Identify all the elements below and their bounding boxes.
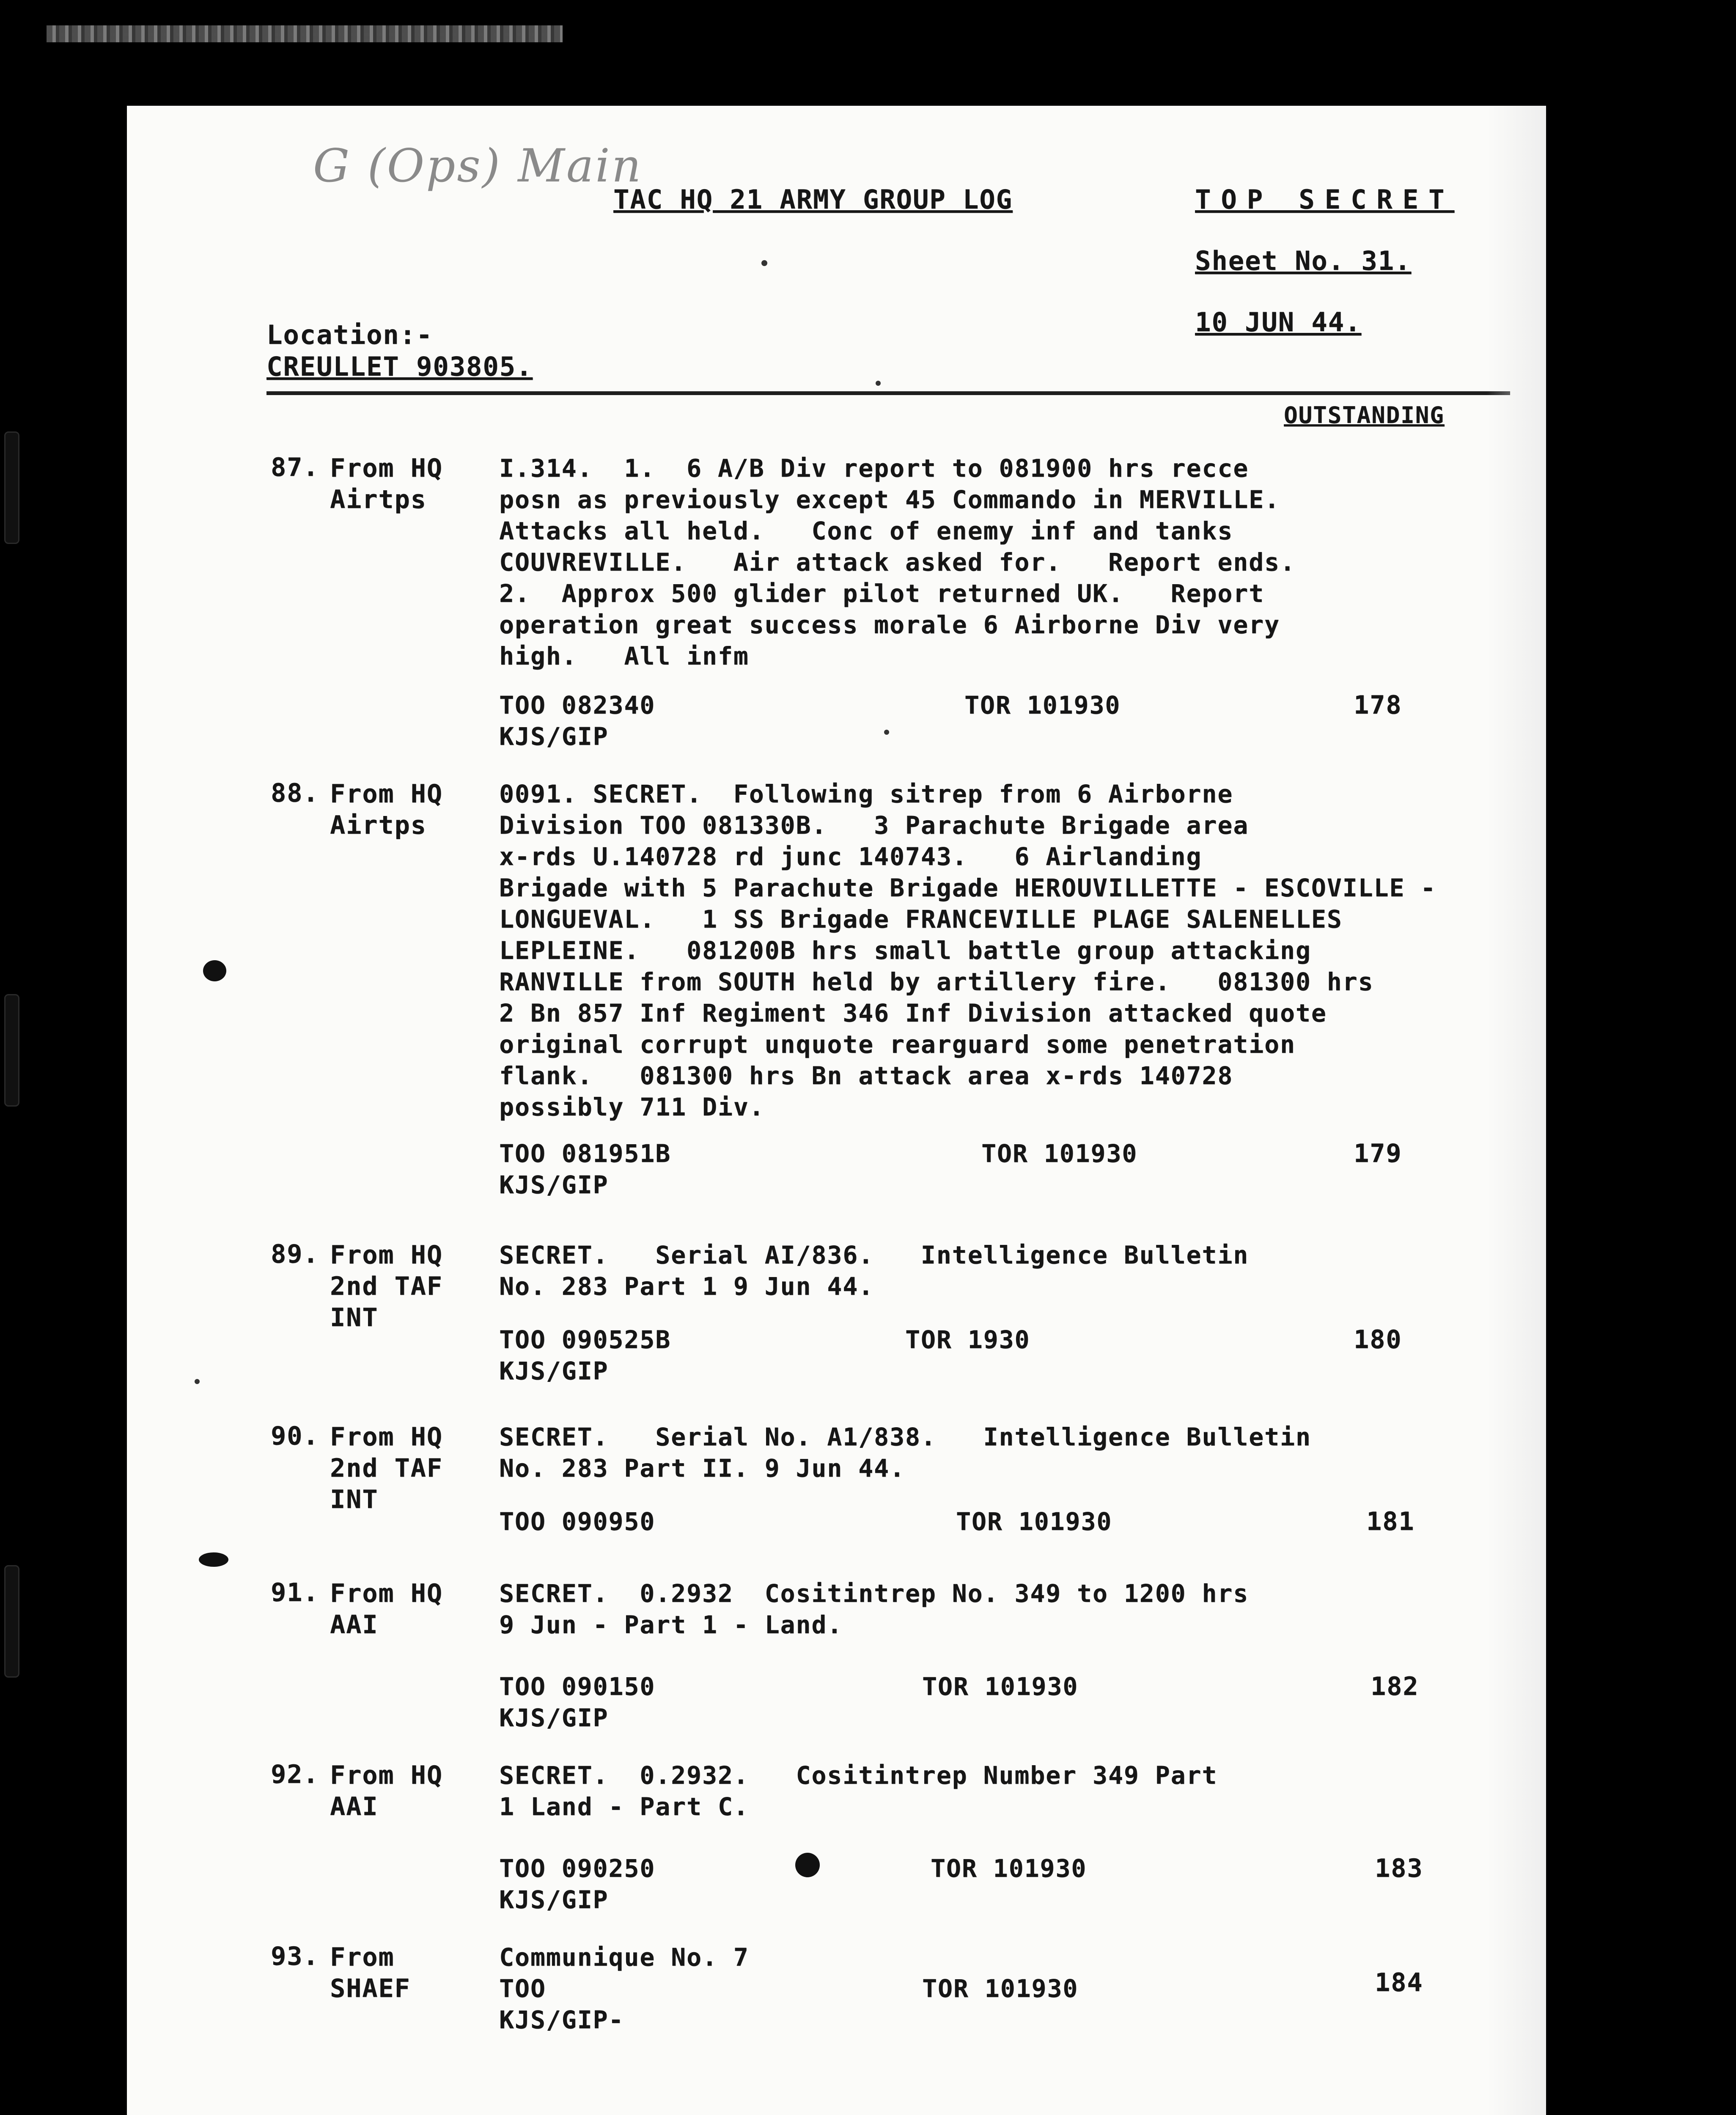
entry-too: TOO 090525B KJS/GIP bbox=[499, 1325, 671, 1385]
entry-message: I.314. 1. 6 A/B Div report to 081900 hrs recce posn as previously except 45 Commando in MERVILLE. Attacks all held. Conc of enemy inf and tanks COUVREVILLE. Air attack asked for. Report ends. 2. Approx 500 glider pilot returned UK. Report operation great success morale 6 Airborne Div very high. All infm bbox=[499, 454, 1296, 670]
entry-too: TOO KJS/GIP- bbox=[499, 1974, 624, 2034]
entry-serial: 183 bbox=[1375, 1854, 1423, 1883]
entry-from: From SHAEF bbox=[330, 1942, 411, 2003]
entry-too: TOO 090150 KJS/GIP bbox=[499, 1672, 656, 1732]
entry-message: SECRET. 0.2932. Cositintrep Number 349 Part 1 Land - Part C. bbox=[499, 1761, 1218, 1821]
entry-serial: 179 bbox=[1354, 1139, 1402, 1168]
location-value: CREULLET 903805. bbox=[266, 351, 533, 382]
film-sprocket-hole bbox=[4, 431, 19, 544]
entry-from: From HQ 2nd TAF INT bbox=[330, 1240, 443, 1332]
entry-tor: TOR 101930 bbox=[981, 1139, 1138, 1168]
outstanding-label: OUTSTANDING bbox=[1284, 402, 1445, 428]
entry-from: From HQ Airtps bbox=[330, 779, 443, 840]
entry-tor: TOR 101930 bbox=[931, 1854, 1087, 1883]
ink-blot bbox=[795, 1853, 820, 1877]
entry-from: From HQ 2nd TAF INT bbox=[330, 1422, 443, 1514]
entry-message: SECRET. 0.2932 Cositintrep No. 349 to 1200 hrs 9 Jun - Part 1 - Land. bbox=[499, 1579, 1249, 1639]
entry-serial: 181 bbox=[1366, 1507, 1415, 1536]
entry-too: TOO 090250 KJS/GIP bbox=[499, 1854, 656, 1914]
entry-message: SECRET. Serial No. A1/838. Intelligence Bulletin No. 283 Part II. 9 Jun 44. bbox=[499, 1423, 1311, 1483]
entry-serial: 178 bbox=[1354, 690, 1402, 720]
entry-number: 92. bbox=[271, 1760, 319, 1789]
entry-too: TOO 090950 bbox=[499, 1507, 656, 1536]
log-date: 10 JUN 44. bbox=[1195, 307, 1362, 338]
entry-number: 91. bbox=[271, 1578, 319, 1607]
entry-tor: TOR 101930 bbox=[964, 691, 1121, 720]
entry-number: 88. bbox=[271, 778, 319, 808]
header-divider bbox=[266, 391, 1510, 395]
log-sheet bbox=[127, 106, 1546, 2115]
classification-marking: TOP SECRET bbox=[1195, 184, 1455, 215]
entry-number: 87. bbox=[271, 453, 319, 482]
location-label: Location:- bbox=[266, 319, 433, 350]
entry-number: 90. bbox=[271, 1421, 319, 1451]
entry-serial: 184 bbox=[1375, 1968, 1423, 1997]
entry-serial: 180 bbox=[1354, 1325, 1402, 1354]
entry-number: 93. bbox=[271, 1942, 319, 1971]
film-sprocket-hole bbox=[4, 994, 19, 1107]
entry-number: 89. bbox=[271, 1239, 319, 1269]
ink-blot bbox=[199, 1552, 228, 1567]
entry-serial: 182 bbox=[1371, 1672, 1419, 1701]
ink-speck bbox=[195, 1379, 200, 1384]
entry-message: 0091. SECRET. Following sitrep from 6 Airborne Division TOO 081330B. 3 Parachute Brigade area x-rds U.140728 rd junc 140743. 6 Airlanding Brigade with 5 Parachute Brigade HEROUVILLETTE - ESCOVILLE - LONGUEVAL. 1 SS Brigade FRANCEVILLE PLAGE SALENELLES LEPLEINE. 081200B hrs small battle group attacking RANVILLE from SOUTH held by artillery fire. 081300 hrs 2 Bn 857 Inf Regiment 346 Inf Division attacked quote original corrupt unquote rearguard some penetration flank. 081300 hrs Bn attack area x-rds 140728 possibly 711 Div. bbox=[499, 780, 1437, 1121]
sheet-number: Sheet No. 31. bbox=[1195, 245, 1412, 276]
entry-tor: TOR 1930 bbox=[905, 1325, 1030, 1354]
entry-too: TOO 081951B KJS/GIP bbox=[499, 1139, 671, 1199]
entry-tor: TOR 101930 bbox=[956, 1507, 1112, 1536]
entry-too: TOO 082340 KJS/GIP bbox=[499, 691, 656, 751]
film-sprocket-hole bbox=[4, 1565, 19, 1678]
ink-speck bbox=[884, 730, 889, 735]
entry-message: SECRET. Serial AI/836. Intelligence Bulletin No. 283 Part 1 9 Jun 44. bbox=[499, 1241, 1249, 1301]
ink-speck bbox=[876, 381, 881, 386]
entry-tor: TOR 101930 bbox=[922, 1974, 1079, 2003]
entry-message: Communique No. 7 bbox=[499, 1943, 749, 1972]
ink-speck bbox=[761, 260, 767, 266]
handwritten-note: G (Ops) Main bbox=[313, 140, 643, 192]
entry-from: From HQ AAI bbox=[330, 1761, 443, 1821]
ink-blot bbox=[203, 960, 226, 981]
film-edge-strip bbox=[47, 25, 563, 42]
log-title: TAC HQ 21 ARMY GROUP LOG bbox=[613, 184, 1013, 215]
entry-from: From HQ AAI bbox=[330, 1579, 443, 1640]
entry-from: From HQ Airtps bbox=[330, 453, 443, 514]
entry-tor: TOR 101930 bbox=[922, 1672, 1079, 1701]
